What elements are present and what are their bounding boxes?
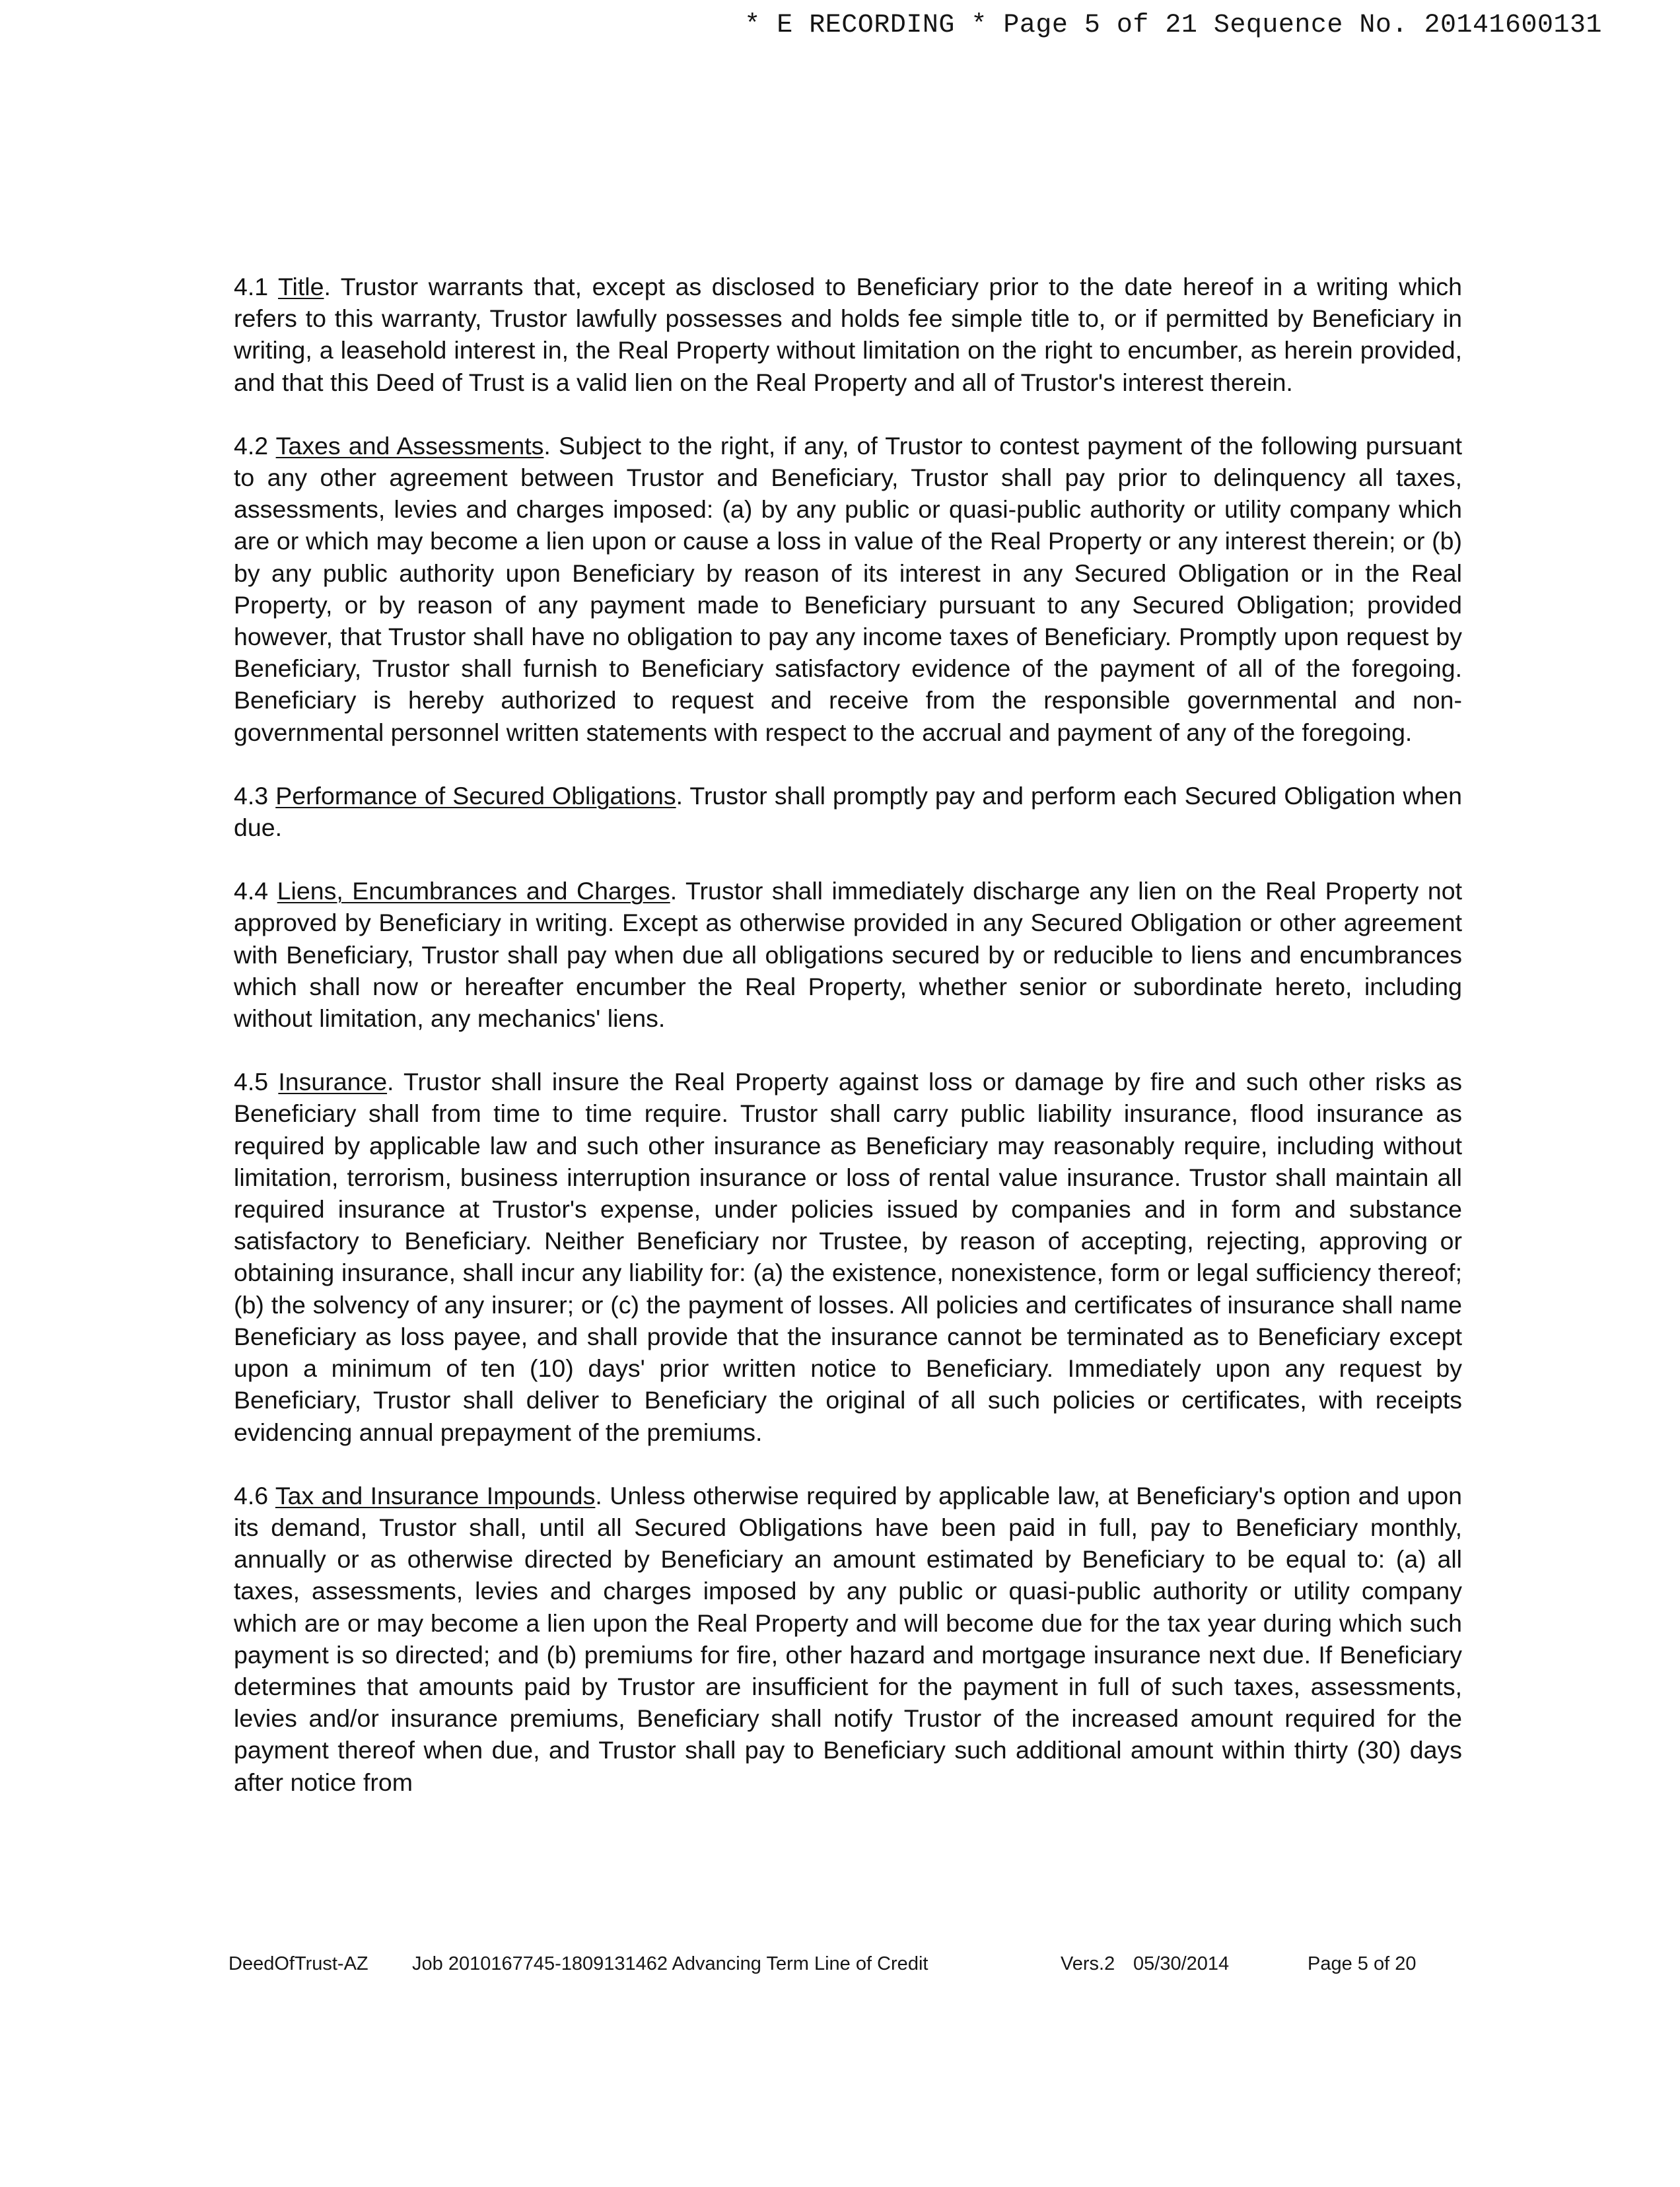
recording-header: * E RECORDING * Page 5 of 21 Sequence No. 20141600131 [744,11,1602,40]
section-number: 4.1 [234,273,269,300]
section-4-1 [234,271,1462,398]
document-body [234,271,1462,1830]
section-text: . Trustor shall promptly pay and perform each Secured Obligation when due. [234,781,1462,842]
section-number: 4.6 [234,1481,269,1510]
section-number: 4.2 [234,431,269,460]
section-text: . Trustor warrants that, except as disclosed to Beneficiary prior to the date hereof in a writing which refers to this warranty, Trustor lawfully possesses and holds fee simple title to, or if permitted by Beneficiary in writing, a leasehold interest in, the Real Property without limitation on the right to encumber, as herein provided, and that this Deed of Trust is a valid lien on the Real Property and all of Trustor's interest therein. [234,273,1462,396]
footer-doc-name: DeedOfTrust-AZ [228,1953,368,1974]
section-text: . Trustor shall insure the Real Property against loss or damage by fire and such other risks as Beneficiary shall from time to time require. Trustor shall carry public liability insurance, flood insurance as required by applicable law and such other insurance as Beneficiary may reasonably require, including without limitation, terrorism, business interruption insurance or loss of rental value insurance. Trustor shall maintain all required insurance at Trustor's expense, under policies issued by companies and in form and substance satisfactory to Beneficiary. Neither Beneficiary nor Trustee, by reason of accepting, rejecting, approving or obtaining insurance, shall incur any liability for: (a) the existence, nonexistence, form or legal sufficiency thereof; (b) the solvency of any insurer; or (c) the payment of losses. All policies and certificates of insurance shall name Beneficiary as loss payee, and shall provide that the insurance cannot be terminated as to Beneficiary except upon a minimum of ten (10) days' prior written notice to Beneficiary. Immediately upon any request by Beneficiary, Trustor shall deliver to Beneficiary the original of all such policies or certificates, with receipts evidencing annual prepayment of the premiums. [234,1068,1462,1446]
section-heading: Insurance [278,1068,388,1096]
section-4-5 [234,1066,1462,1447]
section-heading: Tax and Insurance Impounds [275,1481,596,1510]
section-text: . Unless otherwise required by applicable law, at Beneficiary's option and upon its demand, Trustor shall, until all Secured Obligations have been paid in full, pay to Beneficiary monthly, annually or as otherwise directed by Beneficiary an amount estimated by Beneficiary to be equal to: (a) all taxes, assessments, levies and charges imposed by any public or quasi-public authority or utility company which are or may become a lien upon the Real Property and will become due for the tax year during which such payment is so directed; and (b) premiums for fire, other hazard and mortgage insurance next due. If Beneficiary determines that amounts paid by Trustor are insufficient for the payment in full of such taxes, assessments, levies and/or insurance premiums, Beneficiary shall notify Trustor of the increased amount required for the payment thereof when due, and Trustor shall pay to Beneficiary such additional amount within thirty (30) days after notice from [234,1481,1462,1796]
section-heading: Taxes and Assessments [275,431,544,460]
section-number: 4.3 [234,781,269,810]
section-number: 4.5 [234,1068,269,1096]
footer-date: 05/30/2014 [1133,1953,1230,1974]
section-text: . Trustor shall immediately discharge any lien on the Real Property not approved by Beneficiary in writing. Except as otherwise provided in any Secured Obligation or other agreement with Beneficiary, Trustor shall pay when due all obligations secured by or reducible to liens and encumbrances which shall now or hereafter encumber the Real Property, whether senior or subordinate hereto, including without limitation, any mechanics' liens. [234,877,1463,1033]
section-4-3 [234,780,1462,843]
section-number: 4.4 [234,877,269,905]
section-heading: Liens, Encumbrances and Charges [277,877,670,905]
section-4-6 [234,1480,1462,1798]
section-heading: Performance of Secured Obligations [275,781,676,810]
section-heading: Title [278,273,324,300]
section-text: . Subject to the right, if any, of Trustor to contest payment of the following pursuant to any other agreement between Trustor and Beneficiary, Trustor shall pay prior to delinquency all taxes, assessments, levies and charges imposed: (a) by any public or quasi-public authority or utility company which are or which may become a lien upon or cause a loss in value of the Real Property or any interest therein; or (b) by any public authority upon Beneficiary by reason of its interest in any Secured Obligation or in the Real Property, or by reason of any payment made to Beneficiary pursuant to any Secured Obligation; provided however, that Trustor shall have no obligation to pay any income taxes of Beneficiary. Promptly upon request by Beneficiary, Trustor shall furnish to Beneficiary satisfactory evidence of the payment of all of the foregoing. Beneficiary is hereby authorized to request and receive from the responsible governmental and non-governmental personnel written statements with respect to the accrual and payment of any of the foregoing. [234,431,1462,746]
section-4-2 [234,430,1462,748]
footer-version: Vers.2 [1061,1953,1115,1974]
section-4-4 [234,875,1462,1034]
footer-page-number: Page 5 of 20 [1308,1953,1417,1974]
footer-job: Job 2010167745-1809131462 Advancing Term Line of Credit [412,1953,928,1974]
